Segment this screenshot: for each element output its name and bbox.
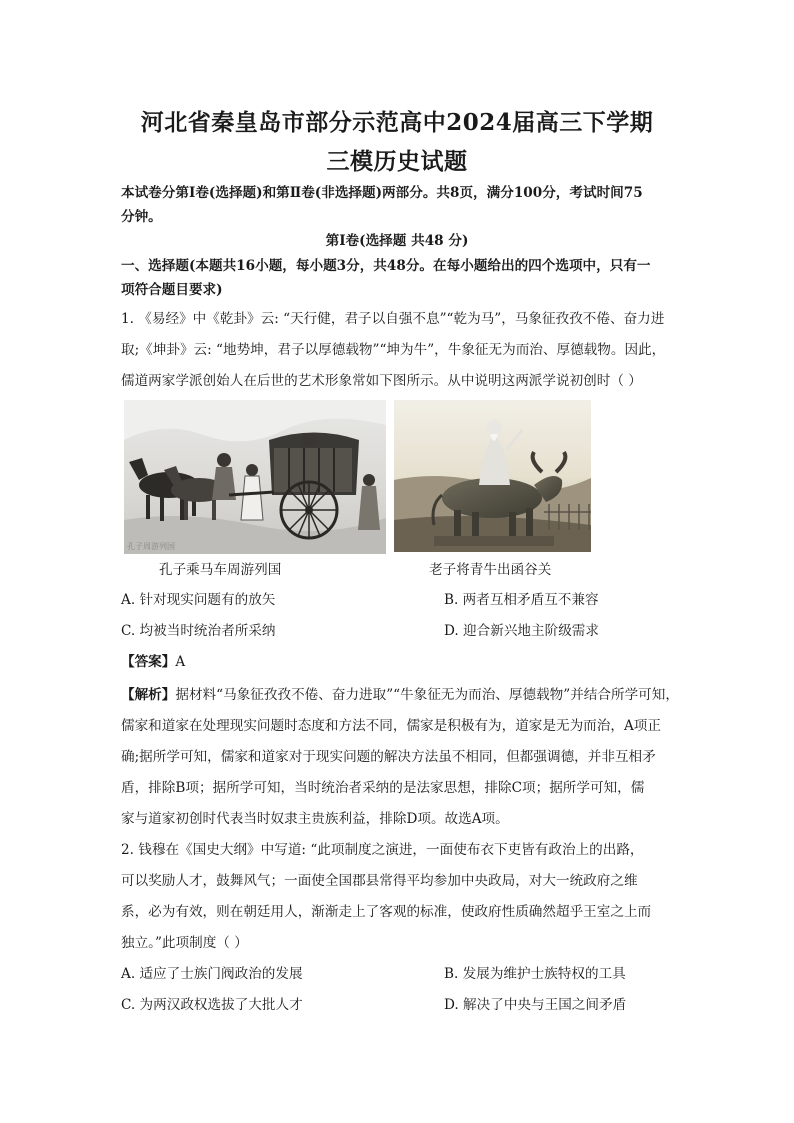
- q2-option-c: C. 为两汉政权选拔了大批人才: [121, 997, 303, 1013]
- answer-label: 【答案】: [121, 654, 176, 670]
- q1-analysis-line4: 盾，排除B项；据所学可知，当时统治者采纳的是法家思想，排除C项；据所学可知，儒: [121, 780, 645, 796]
- exam-title-line2: 三模历史试题: [326, 148, 468, 175]
- q1-answer: [121, 652, 185, 672]
- section-instruction-line1: 一、选择题(本题共16小题，每小题3分，共48分。在每小题给出的四个选项中，只有一: [121, 258, 651, 274]
- q2-stem-line2: 可以奖励人才，鼓舞风气；一面使全国郡县常得平均参加中央政局，对大一统政府之维: [121, 873, 638, 889]
- right-image-caption: 老子将青牛出函谷关: [429, 562, 552, 578]
- analysis-text: 据材料“马象征孜孜不倦、奋力进取”“牛象征无为而治、厚德载物”并结合所学可知，: [175, 687, 679, 703]
- q1-analysis-line2: 儒家和道家在处理现实问题时态度和方法不同，儒家是积极有为，道家是无为而治，A项正: [121, 718, 661, 734]
- laozi-ox-image: [394, 400, 591, 552]
- q1-stem-line1: 1. 《易经》中《乾卦》云: “天行健，君子以自强不息”“乾为马”，马象征孜孜不倦、奋力进: [121, 311, 665, 327]
- q1-option-b: B. 两者互相矛盾互不兼容: [444, 592, 599, 608]
- image-watermark: 孔子周游列国: [127, 542, 175, 551]
- exam-title-line1: 河北省秦皇岛市部分示范高中2024届高三下学期: [140, 109, 654, 136]
- q1-analysis-line1: [121, 685, 679, 705]
- q1-analysis-line3: 确;据所学可知，儒家和道家对于现实问题的解决方法虽不相同，但都强调德，并非互相矛: [121, 749, 656, 765]
- q2-option-b: B. 发展为维护士族特权的工具: [444, 966, 626, 982]
- q1-option-d: D. 迎合新兴地主阶级需求: [444, 623, 599, 639]
- answer-value: A: [175, 654, 186, 670]
- q1-option-c: C. 均被当时统治者所采纳: [121, 623, 276, 639]
- q2-stem-line4: 独立。”此项制度（ ）: [121, 935, 248, 951]
- analysis-label: 【解析】: [121, 687, 176, 703]
- q1-analysis-line5: 家与道家初创时代表当时奴隶主贵族利益，排除D项。故选A项。: [121, 811, 509, 827]
- confucius-carriage-image: [124, 400, 386, 554]
- intro-line1: 本试卷分第Ⅰ卷(选择题)和第Ⅱ卷(非选择题)两部分。共8页，满分100分，考试时间75: [121, 185, 643, 201]
- section-heading: 第Ⅰ卷(选择题 共48 分): [325, 233, 469, 249]
- q1-option-a: A. 针对现实问题有的放矢: [121, 592, 276, 608]
- q1-stem-line3: 儒道两家学派创始人在后世的艺术形象常如下图所示。从中说明这两派学说初创时（ ）: [121, 373, 642, 389]
- q2-stem-line3: 系，必为有效，则在朝廷用人，渐渐走上了客观的标准，使政府性质确然超乎王室之上而: [121, 904, 652, 920]
- q2-stem-line1: 2. 钱穆在《国史大纲》中写道: “此项制度之演进，一面使布衣下吏皆有政治上的出路，: [121, 842, 644, 858]
- left-image-caption: 孔子乘马车周游列国: [159, 562, 282, 578]
- q2-option-d: D. 解决了中央与王国之间矛盾: [444, 997, 627, 1013]
- q2-option-a: A. 适应了士族门阀政治的发展: [121, 966, 303, 982]
- q1-stem-line2: 取;《坤卦》云: “地势坤，君子以厚德载物”“坤为牛”，牛象征无为而治、厚德载物。因此，: [121, 342, 666, 358]
- intro-line2: 分钟。: [121, 209, 162, 225]
- section-instruction-line2: 项符合题目要求): [121, 282, 223, 298]
